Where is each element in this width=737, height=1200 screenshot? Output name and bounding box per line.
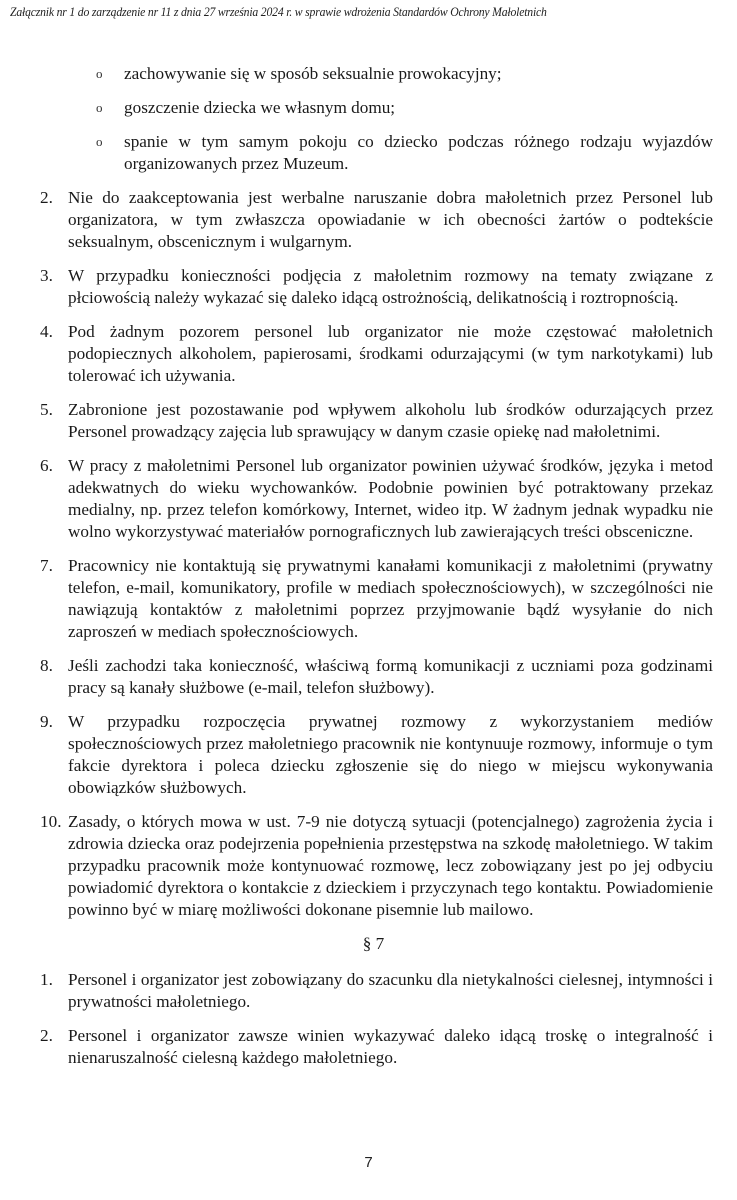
numbered-item [0, 321, 737, 387]
numbered-item [0, 399, 737, 443]
sub-list-item-text: zachowywanie się w sposób seksualnie prowokacyjny; [124, 64, 502, 83]
item-text: W pracy z małoletnimi Personel lub organizator powinien używać środków, języka i metod adekwatnych do wieku wychowanków. Podobnie powinien być potraktowany przekaz medialny, np. przez telefon komórkowy, Internet, wideo itp. W żadnym jednak wypadku nie wolno wykorzystywać materiałów pornograficznych lub zawierających treści obsceniczne. [68, 456, 713, 541]
numbered-item [0, 1025, 737, 1069]
numbered-item [0, 455, 737, 543]
item-text: W przypadku rozpoczęcia prywatnej rozmowy z wykorzystaniem mediów społecznościowych przez małoletniego pracownik nie kontynuuje rozmowy, informuje o tym fakcie dyrektora i poleca dziecku zgłoszenie się do niego w miejscu wykonywania obowiązków służbowych. [68, 712, 713, 797]
numbered-item [0, 655, 737, 699]
item-text: Pracownicy nie kontaktują się prywatnymi kanałami komunikacji z małoletnimi (prywatny telefon, e-mail, komunikatory, profile w mediach społecznościowych), w szczególności nie nawiązują kontaktów z małoletnimi poprzez przyjmowanie bądź wysyłanie do nich zaproszeń w mediach społecznościowych. [68, 556, 713, 641]
item-text: Personel i organizator zawsze winien wykazywać daleko idącą troskę o integralność i nienaruszalność cielesną każdego małoletniego. [68, 1026, 713, 1067]
sub-bullet-list [0, 63, 737, 175]
circle-bullet-icon: o [96, 100, 103, 115]
item-text: Zabronione jest pozostawanie pod wpływem alkoholu lub środków odurzających przez Personel prowadzący zajęcia lub sprawujący w danym czasie opiekę nad małoletnimi. [68, 400, 713, 441]
section-heading: § 7 [362, 934, 385, 953]
section-6-numbered-list [0, 187, 737, 921]
circle-bullet-icon: o [96, 134, 103, 149]
sub-list-item [0, 97, 737, 119]
sub-list-item [0, 131, 737, 175]
numbered-item [0, 711, 737, 799]
item-number: 9. [40, 712, 53, 731]
item-number: 4. [40, 322, 53, 341]
numbered-item [0, 555, 737, 643]
item-number: 8. [40, 656, 53, 675]
page-number: 7 [364, 1154, 373, 1171]
item-text: Jeśli zachodzi taka konieczność, właściwą formą komunikacji z uczniami poza godzinami pracy są kanały służbowe (e-mail, telefon służbowy). [68, 656, 713, 697]
item-number: 3. [40, 266, 53, 285]
numbered-item [0, 969, 737, 1013]
item-text: Zasady, o których mowa w ust. 7-9 nie dotyczą sytuacji (potencjalnego) zagrożenia życia i zdrowia dziecka oraz podejrzenia popełnienia przestępstwa na szkodę małoletniego. W takim przypadku pracownik może kontynuować rozmowę, lecz zobowiązany jest po jej odbyciu powiadomić dyrektora o kontakcie z dzieckiem i przyczynach tego kontaktu. Powiadomienie powinno być w miarę możliwości dokonane pisemnie lub mailowo. [68, 812, 713, 919]
document-body [0, 63, 737, 1081]
circle-bullet-icon: o [96, 66, 103, 81]
section-7-numbered-list [0, 969, 737, 1069]
page-header: Załącznik nr 1 do zarządzenie nr 11 z dnia 27 września 2024 r. w sprawie wdrożenia Standardów Ochrony Małoletnich [10, 5, 547, 19]
numbered-item [0, 187, 737, 253]
item-text: Pod żadnym pozorem personel lub organizator nie może częstować małoletnich podopiecznych alkoholem, papierosami, środkami odurzającymi (w tym narkotykami) lub tolerować ich używania. [68, 322, 713, 385]
item-text: Nie do zaakceptowania jest werbalne naruszanie dobra małoletnich przez Personel lub organizatora, w tym zwłaszcza opowiadanie w ich obecności żartów o podtekście seksualnym, obscenicznym i wulgarnym. [68, 188, 713, 251]
item-text: Personel i organizator jest zobowiązany do szacunku dla nietykalności cielesnej, intymności i prywatności małoletniego. [68, 970, 713, 1011]
item-number: 5. [40, 400, 53, 419]
numbered-item [0, 811, 737, 921]
item-number: 2. [40, 188, 53, 207]
item-number: 2. [40, 1026, 53, 1045]
item-number: 10. [40, 812, 62, 831]
sub-list-item-text: spanie w tym samym pokoju co dziecko podczas różnego rodzaju wyjazdów organizowanych przez Muzeum. [124, 132, 713, 173]
item-number: 7. [40, 556, 53, 575]
sub-list-item-text: goszczenie dziecka we własnym domu; [124, 98, 396, 117]
item-number: 6. [40, 456, 53, 475]
sub-list-item [0, 63, 737, 85]
item-number: 1. [40, 970, 53, 989]
item-text: W przypadku konieczności podjęcia z małoletnim rozmowy na tematy związane z płciowością należy wykazać się daleko idącą ostrożnością, delikatnością i roztropnością. [68, 266, 713, 307]
numbered-item [0, 265, 737, 309]
